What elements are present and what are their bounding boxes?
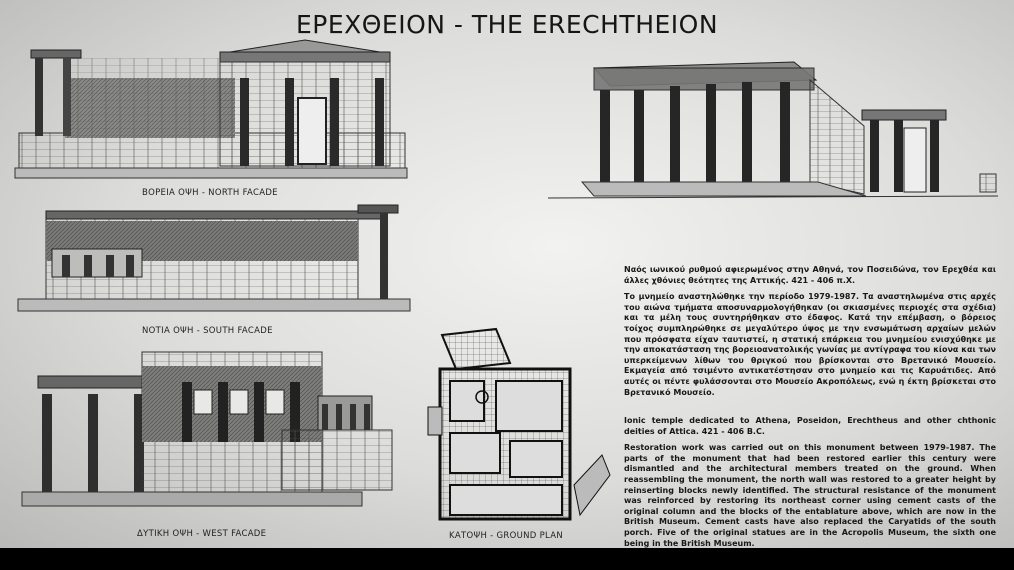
bottom-black-bar bbox=[0, 548, 1014, 570]
english-body: Restoration work was carried out on this monument between 1979-1987. The parts of the monument that had been restored earlier this century were dismantled and the architectural members treated on the ground. When reassembling the monument, the north wall was restored to a greater height by reinserting blocks newly identified. The structural resistance of the monument was reinforced by restoring its northeast corner using cement casts of the original column and the blocks of the entablature above, which are now in the British Museum. Cement casts have also replaced the Caryatids of the south porch. Five of the original statues are in the Acropolis Museum, the sixth one being in the British Museum. bbox=[624, 443, 996, 548]
greek-body: Το μνημείο αναστηλώθηκε την περίοδο 1979-1987. Τα αναστηλωμένα στις αρχές του αιώνα τμήματα αποσυναρμολογήθηκαν (οι σκιασμένες περιοχές στα σχέδια) και τα μέλη τους συντηρήθηκαν στο έδαφος. Κατά την επέμβαση, ο βόρειος τοίχος συμπληρώθηκε σε μεγαλύτερο ύψος με την ενσωμάτωση αρχαίων μελών που πρόσφατα είχαν ταυτιστεί, η στατική επάρκεια του μνημείου ενισχύθηκε με την αποκατάσταση της βορειοανατολικής γωνίας με αντίγραφα του κίονα και των υπερκείμενων λίθων του θριγκού που βρίσκονται στο Βρετανικό Μουσείο. Εκμαγεία από τσιμέντο αντικατέστησαν στο μνημείο και τις Καρυάτιδες. Από αυτές οι πέντε φυλάσσονται στο Μουσείο Ακροπόλεως, ενώ η έκτη βρίσκεται στο Βρετανικό Μουσείο. bbox=[624, 292, 996, 397]
south-facade-drawing bbox=[18, 203, 413, 321]
board-title: ΕΡΕΧΘΕΙΟΝ - THE ERECHTHEION bbox=[295, 10, 719, 39]
north-facade-caption: ΒΟΡΕΙΑ ΟΨΗ - NORTH FACADE bbox=[142, 188, 278, 198]
ground-plan-drawing bbox=[426, 325, 611, 525]
west-facade-drawing bbox=[22, 348, 400, 516]
ground-plan-caption: ΚΑΤΟΨΗ - GROUND PLAN bbox=[449, 531, 564, 541]
greek-description bbox=[624, 265, 996, 404]
greek-intro: Ναός ιωνικού ρυθμού αφιερωμένος στην Αθηνά, τον Ποσειδώνα, τον Ερεχθέα και άλλες χθόνιες θεότητες της Αττικής. 421 - 406 π.Χ. bbox=[624, 265, 996, 285]
north-facade-drawing bbox=[15, 38, 410, 186]
south-facade-caption: ΝΟΤΙΑ ΟΨΗ - SOUTH FACADE bbox=[142, 326, 273, 336]
english-description bbox=[624, 416, 996, 548]
english-intro: Ionic temple dedicated to Athena, Poseidon, Erechtheus and other chthonic deities of Attica. 421 - 406 B.C. bbox=[624, 416, 996, 436]
west-facade-caption: ΔΥΤΙΚΗ ΟΨΗ - WEST FACADE bbox=[137, 529, 267, 539]
perspective-view-drawing bbox=[548, 46, 1000, 216]
